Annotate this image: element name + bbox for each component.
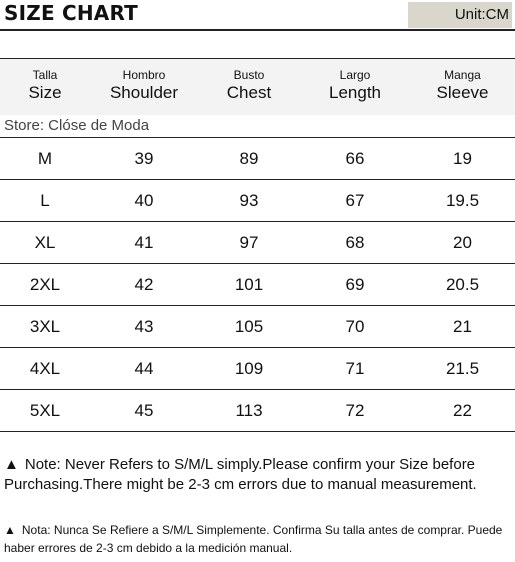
header-length-en: Length xyxy=(329,83,381,102)
cell-size: 3XL xyxy=(29,317,61,336)
cell-sleeve: 21.5 xyxy=(445,359,480,378)
cell-sleeve: 19 xyxy=(453,149,472,168)
title-divider xyxy=(0,29,515,31)
note-english-text: Note: Never Refers to S/M/L simply.Please confirm your Size before Purchasing.There might be 2-3 cm errors due to manual measurement. xyxy=(4,456,477,493)
cell-shoulder: 40 xyxy=(134,191,154,210)
cell-chest: 113 xyxy=(235,401,263,420)
table-row xyxy=(0,179,515,222)
cell-shoulder: 42 xyxy=(134,275,154,294)
cell-chest: 109 xyxy=(234,359,264,378)
cell-shoulder: 43 xyxy=(134,317,154,336)
cell-size: 2XL xyxy=(29,275,61,294)
table-row xyxy=(0,137,515,180)
header-length xyxy=(300,59,410,115)
header-length-es: Largo xyxy=(339,68,371,82)
table-header xyxy=(0,58,515,115)
cell-shoulder: 45 xyxy=(134,401,154,420)
cell-size: 5XL xyxy=(29,401,61,420)
header-shoulder-en: Shoulder xyxy=(109,83,179,102)
cell-sleeve: 20.5 xyxy=(445,275,480,294)
cell-sleeve: 22 xyxy=(453,401,472,420)
cell-sleeve: 19.5 xyxy=(445,191,480,210)
header-chest-es: Busto xyxy=(233,68,265,82)
header-size xyxy=(0,59,90,115)
header-sleeve-es: Manga xyxy=(444,68,481,82)
header-shoulder-es: Hombro xyxy=(122,68,166,82)
note-english xyxy=(4,455,509,495)
table-row xyxy=(0,305,515,348)
header-sleeve-en: Sleeve xyxy=(436,83,489,102)
table-row xyxy=(0,389,515,432)
cell-length: 66 xyxy=(345,149,365,168)
cell-shoulder: 39 xyxy=(134,149,154,168)
store-label: Store: Clóse de Moda xyxy=(4,117,150,134)
cell-length: 70 xyxy=(345,317,365,336)
cell-size: L xyxy=(40,191,50,210)
cell-chest: 105 xyxy=(234,317,264,336)
cell-sleeve: 21 xyxy=(453,317,472,336)
cell-shoulder: 41 xyxy=(134,233,154,252)
header-shoulder xyxy=(90,59,198,115)
cell-chest: 93 xyxy=(239,191,259,210)
cell-shoulder: 44 xyxy=(134,359,154,378)
cell-length: 71 xyxy=(345,359,365,378)
unit-label: Unit:CM xyxy=(408,2,512,28)
chart-title: SIZE CHART xyxy=(4,1,139,25)
cell-chest: 97 xyxy=(239,233,259,252)
triangle-icon: ▲ xyxy=(4,523,16,537)
table-row xyxy=(0,347,515,390)
cell-chest: 101 xyxy=(234,275,264,294)
header-size-es: Talla xyxy=(32,68,58,82)
cell-length: 67 xyxy=(345,191,365,210)
note-spanish xyxy=(4,521,509,557)
cell-sleeve: 20 xyxy=(453,233,472,252)
header-size-en: Size xyxy=(28,83,62,102)
title-bar xyxy=(0,0,515,31)
table-bottom-divider xyxy=(0,431,515,432)
cell-chest: 89 xyxy=(239,149,259,168)
note-spanish-text: Nota: Nunca Se Refiere a S/M/L Simplemente. Confirma Su talla antes de comprar. Puede haber errores de 2-3 cm debido a la medición manual. xyxy=(4,523,503,555)
cell-size: M xyxy=(37,149,53,168)
header-chest xyxy=(198,59,300,115)
cell-size: XL xyxy=(34,233,56,252)
header-sleeve xyxy=(410,59,515,115)
cell-length: 68 xyxy=(345,233,365,252)
table-row xyxy=(0,221,515,264)
table-row xyxy=(0,263,515,306)
cell-length: 72 xyxy=(345,401,365,420)
cell-size: 4XL xyxy=(29,359,61,378)
header-chest-en: Chest xyxy=(226,83,272,102)
triangle-icon: ▲ xyxy=(4,456,19,473)
cell-length: 69 xyxy=(345,275,365,294)
